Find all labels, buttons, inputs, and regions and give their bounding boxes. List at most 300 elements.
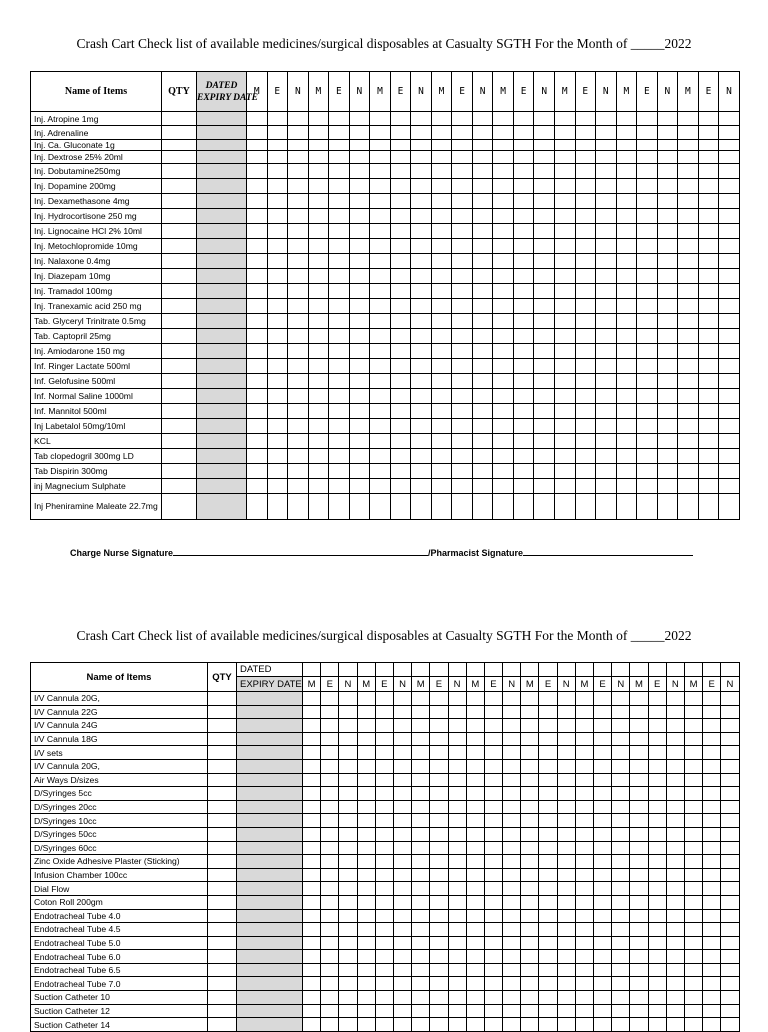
- check-cell[interactable]: [534, 314, 555, 329]
- expiry-cell[interactable]: [237, 787, 303, 801]
- check-cell[interactable]: [596, 404, 617, 419]
- qty-cell[interactable]: [208, 692, 237, 706]
- check-cell[interactable]: [648, 800, 666, 814]
- check-cell[interactable]: [448, 868, 466, 882]
- check-cell[interactable]: [703, 1004, 721, 1018]
- check-cell[interactable]: [493, 374, 514, 389]
- expiry-cell[interactable]: [197, 359, 247, 374]
- check-cell[interactable]: [303, 841, 321, 855]
- check-cell[interactable]: [539, 1004, 557, 1018]
- check-cell[interactable]: [616, 449, 637, 464]
- check-cell[interactable]: [431, 434, 452, 449]
- expiry-cell[interactable]: [237, 855, 303, 869]
- expiry-cell[interactable]: [197, 151, 247, 164]
- check-cell[interactable]: [472, 194, 493, 209]
- check-cell[interactable]: [630, 963, 648, 977]
- check-cell[interactable]: [431, 299, 452, 314]
- check-cell[interactable]: [412, 909, 430, 923]
- check-cell[interactable]: [390, 494, 411, 520]
- check-cell[interactable]: [308, 419, 329, 434]
- check-cell[interactable]: [630, 895, 648, 909]
- check-cell[interactable]: [321, 1004, 339, 1018]
- check-cell[interactable]: [412, 773, 430, 787]
- check-cell[interactable]: [612, 1004, 630, 1018]
- check-cell[interactable]: [554, 239, 575, 254]
- check-cell[interactable]: [308, 494, 329, 520]
- qty-cell[interactable]: [162, 344, 197, 359]
- check-cell[interactable]: [521, 909, 539, 923]
- check-cell[interactable]: [303, 800, 321, 814]
- check-cell[interactable]: [393, 732, 411, 746]
- check-cell[interactable]: [703, 746, 721, 760]
- check-cell[interactable]: [448, 882, 466, 896]
- check-cell[interactable]: [247, 344, 268, 359]
- check-cell[interactable]: [308, 254, 329, 269]
- check-cell[interactable]: [557, 800, 575, 814]
- check-cell[interactable]: [513, 126, 534, 140]
- check-cell[interactable]: [554, 329, 575, 344]
- check-cell[interactable]: [698, 269, 719, 284]
- check-cell[interactable]: [308, 224, 329, 239]
- check-cell[interactable]: [666, 909, 684, 923]
- check-cell[interactable]: [357, 936, 375, 950]
- check-cell[interactable]: [267, 404, 288, 419]
- check-cell[interactable]: [648, 1018, 666, 1032]
- check-cell[interactable]: [375, 719, 393, 733]
- check-cell[interactable]: [375, 746, 393, 760]
- expiry-cell[interactable]: [197, 269, 247, 284]
- check-cell[interactable]: [375, 977, 393, 991]
- check-cell[interactable]: [616, 209, 637, 224]
- check-cell[interactable]: [612, 950, 630, 964]
- check-cell[interactable]: [412, 705, 430, 719]
- check-cell[interactable]: [339, 827, 357, 841]
- check-cell[interactable]: [612, 895, 630, 909]
- check-cell[interactable]: [721, 882, 739, 896]
- check-cell[interactable]: [357, 977, 375, 991]
- check-cell[interactable]: [472, 464, 493, 479]
- check-cell[interactable]: [596, 479, 617, 494]
- check-cell[interactable]: [596, 419, 617, 434]
- check-cell[interactable]: [539, 719, 557, 733]
- check-cell[interactable]: [684, 991, 702, 1005]
- check-cell[interactable]: [430, 963, 448, 977]
- check-cell[interactable]: [698, 419, 719, 434]
- check-cell[interactable]: [308, 239, 329, 254]
- check-cell[interactable]: [247, 151, 268, 164]
- expiry-cell[interactable]: [237, 923, 303, 937]
- check-cell[interactable]: [721, 895, 739, 909]
- check-cell[interactable]: [554, 494, 575, 520]
- check-cell[interactable]: [329, 449, 350, 464]
- check-cell[interactable]: [411, 314, 432, 329]
- check-cell[interactable]: [452, 374, 473, 389]
- check-cell[interactable]: [684, 705, 702, 719]
- check-cell[interactable]: [303, 827, 321, 841]
- check-cell[interactable]: [534, 140, 555, 151]
- check-cell[interactable]: [648, 705, 666, 719]
- check-cell[interactable]: [719, 419, 740, 434]
- check-cell[interactable]: [390, 151, 411, 164]
- expiry-cell[interactable]: [197, 194, 247, 209]
- check-cell[interactable]: [308, 299, 329, 314]
- check-cell[interactable]: [612, 909, 630, 923]
- expiry-cell[interactable]: [237, 692, 303, 706]
- check-cell[interactable]: [431, 389, 452, 404]
- check-cell[interactable]: [267, 389, 288, 404]
- check-cell[interactable]: [303, 773, 321, 787]
- check-cell[interactable]: [431, 374, 452, 389]
- check-cell[interactable]: [303, 705, 321, 719]
- check-cell[interactable]: [370, 314, 391, 329]
- check-cell[interactable]: [370, 254, 391, 269]
- check-cell[interactable]: [288, 194, 309, 209]
- check-cell[interactable]: [612, 1018, 630, 1032]
- check-cell[interactable]: [329, 419, 350, 434]
- check-cell[interactable]: [657, 179, 678, 194]
- check-cell[interactable]: [534, 404, 555, 419]
- check-cell[interactable]: [339, 746, 357, 760]
- check-cell[interactable]: [539, 841, 557, 855]
- check-cell[interactable]: [594, 895, 612, 909]
- check-cell[interactable]: [513, 494, 534, 520]
- check-cell[interactable]: [657, 224, 678, 239]
- check-cell[interactable]: [472, 140, 493, 151]
- check-cell[interactable]: [339, 692, 357, 706]
- check-cell[interactable]: [411, 479, 432, 494]
- check-cell[interactable]: [452, 284, 473, 299]
- check-cell[interactable]: [357, 800, 375, 814]
- check-cell[interactable]: [594, 1004, 612, 1018]
- check-cell[interactable]: [678, 314, 699, 329]
- check-cell[interactable]: [484, 800, 502, 814]
- check-cell[interactable]: [594, 841, 612, 855]
- check-cell[interactable]: [503, 909, 521, 923]
- check-cell[interactable]: [393, 814, 411, 828]
- check-cell[interactable]: [375, 963, 393, 977]
- check-cell[interactable]: [575, 209, 596, 224]
- check-cell[interactable]: [698, 314, 719, 329]
- check-cell[interactable]: [648, 895, 666, 909]
- check-cell[interactable]: [452, 314, 473, 329]
- check-cell[interactable]: [616, 389, 637, 404]
- check-cell[interactable]: [375, 855, 393, 869]
- check-cell[interactable]: [539, 773, 557, 787]
- check-cell[interactable]: [267, 464, 288, 479]
- qty-cell[interactable]: [208, 991, 237, 1005]
- check-cell[interactable]: [472, 314, 493, 329]
- check-cell[interactable]: [575, 732, 593, 746]
- check-cell[interactable]: [472, 419, 493, 434]
- check-cell[interactable]: [370, 329, 391, 344]
- check-cell[interactable]: [452, 239, 473, 254]
- check-cell[interactable]: [431, 254, 452, 269]
- check-cell[interactable]: [630, 746, 648, 760]
- check-cell[interactable]: [575, 977, 593, 991]
- check-cell[interactable]: [534, 464, 555, 479]
- check-cell[interactable]: [503, 963, 521, 977]
- check-cell[interactable]: [575, 479, 596, 494]
- check-cell[interactable]: [472, 329, 493, 344]
- check-cell[interactable]: [393, 719, 411, 733]
- check-cell[interactable]: [594, 827, 612, 841]
- check-cell[interactable]: [534, 434, 555, 449]
- check-cell[interactable]: [329, 179, 350, 194]
- check-cell[interactable]: [466, 814, 484, 828]
- check-cell[interactable]: [594, 1018, 612, 1032]
- check-cell[interactable]: [503, 1004, 521, 1018]
- check-cell[interactable]: [370, 239, 391, 254]
- check-cell[interactable]: [484, 1018, 502, 1032]
- check-cell[interactable]: [390, 419, 411, 434]
- check-cell[interactable]: [503, 732, 521, 746]
- check-cell[interactable]: [247, 419, 268, 434]
- check-cell[interactable]: [321, 936, 339, 950]
- check-cell[interactable]: [534, 389, 555, 404]
- check-cell[interactable]: [678, 284, 699, 299]
- check-cell[interactable]: [678, 344, 699, 359]
- check-cell[interactable]: [521, 787, 539, 801]
- check-cell[interactable]: [698, 194, 719, 209]
- check-cell[interactable]: [684, 773, 702, 787]
- check-cell[interactable]: [612, 936, 630, 950]
- check-cell[interactable]: [575, 254, 596, 269]
- check-cell[interactable]: [534, 479, 555, 494]
- check-cell[interactable]: [247, 126, 268, 140]
- check-cell[interactable]: [596, 254, 617, 269]
- check-cell[interactable]: [390, 239, 411, 254]
- check-cell[interactable]: [430, 759, 448, 773]
- check-cell[interactable]: [430, 882, 448, 896]
- check-cell[interactable]: [721, 759, 739, 773]
- check-cell[interactable]: [303, 814, 321, 828]
- check-cell[interactable]: [594, 977, 612, 991]
- check-cell[interactable]: [657, 239, 678, 254]
- check-cell[interactable]: [513, 112, 534, 126]
- qty-cell[interactable]: [162, 254, 197, 269]
- check-cell[interactable]: [329, 479, 350, 494]
- check-cell[interactable]: [448, 746, 466, 760]
- check-cell[interactable]: [521, 759, 539, 773]
- check-cell[interactable]: [719, 404, 740, 419]
- check-cell[interactable]: [596, 209, 617, 224]
- check-cell[interactable]: [513, 359, 534, 374]
- check-cell[interactable]: [247, 389, 268, 404]
- check-cell[interactable]: [596, 359, 617, 374]
- check-cell[interactable]: [303, 787, 321, 801]
- check-cell[interactable]: [448, 936, 466, 950]
- check-cell[interactable]: [448, 855, 466, 869]
- check-cell[interactable]: [657, 299, 678, 314]
- check-cell[interactable]: [657, 389, 678, 404]
- check-cell[interactable]: [521, 936, 539, 950]
- check-cell[interactable]: [557, 705, 575, 719]
- check-cell[interactable]: [616, 374, 637, 389]
- check-cell[interactable]: [288, 374, 309, 389]
- check-cell[interactable]: [698, 151, 719, 164]
- check-cell[interactable]: [247, 254, 268, 269]
- check-cell[interactable]: [484, 868, 502, 882]
- check-cell[interactable]: [575, 284, 596, 299]
- check-cell[interactable]: [657, 126, 678, 140]
- check-cell[interactable]: [411, 179, 432, 194]
- check-cell[interactable]: [267, 194, 288, 209]
- check-cell[interactable]: [452, 194, 473, 209]
- check-cell[interactable]: [534, 126, 555, 140]
- check-cell[interactable]: [678, 179, 699, 194]
- check-cell[interactable]: [375, 841, 393, 855]
- check-cell[interactable]: [539, 746, 557, 760]
- check-cell[interactable]: [484, 759, 502, 773]
- check-cell[interactable]: [648, 950, 666, 964]
- check-cell[interactable]: [721, 1018, 739, 1032]
- check-cell[interactable]: [684, 1018, 702, 1032]
- check-cell[interactable]: [390, 464, 411, 479]
- qty-cell[interactable]: [162, 464, 197, 479]
- check-cell[interactable]: [719, 359, 740, 374]
- check-cell[interactable]: [357, 882, 375, 896]
- check-cell[interactable]: [684, 895, 702, 909]
- check-cell[interactable]: [329, 494, 350, 520]
- check-cell[interactable]: [411, 126, 432, 140]
- check-cell[interactable]: [612, 719, 630, 733]
- check-cell[interactable]: [411, 239, 432, 254]
- check-cell[interactable]: [657, 464, 678, 479]
- check-cell[interactable]: [484, 882, 502, 896]
- check-cell[interactable]: [596, 269, 617, 284]
- check-cell[interactable]: [247, 164, 268, 179]
- check-cell[interactable]: [308, 140, 329, 151]
- check-cell[interactable]: [616, 224, 637, 239]
- check-cell[interactable]: [493, 254, 514, 269]
- check-cell[interactable]: [493, 112, 514, 126]
- check-cell[interactable]: [534, 374, 555, 389]
- check-cell[interactable]: [390, 374, 411, 389]
- check-cell[interactable]: [616, 404, 637, 419]
- check-cell[interactable]: [630, 827, 648, 841]
- check-cell[interactable]: [375, 923, 393, 937]
- check-cell[interactable]: [684, 800, 702, 814]
- check-cell[interactable]: [657, 209, 678, 224]
- check-cell[interactable]: [393, 800, 411, 814]
- check-cell[interactable]: [575, 494, 596, 520]
- check-cell[interactable]: [288, 254, 309, 269]
- check-cell[interactable]: [247, 329, 268, 344]
- check-cell[interactable]: [466, 841, 484, 855]
- check-cell[interactable]: [357, 705, 375, 719]
- check-cell[interactable]: [594, 787, 612, 801]
- check-cell[interactable]: [349, 209, 370, 224]
- check-cell[interactable]: [721, 705, 739, 719]
- check-cell[interactable]: [637, 464, 658, 479]
- check-cell[interactable]: [412, 895, 430, 909]
- check-cell[interactable]: [472, 254, 493, 269]
- check-cell[interactable]: [357, 746, 375, 760]
- check-cell[interactable]: [612, 991, 630, 1005]
- check-cell[interactable]: [247, 112, 268, 126]
- check-cell[interactable]: [329, 140, 350, 151]
- check-cell[interactable]: [575, 719, 593, 733]
- check-cell[interactable]: [375, 692, 393, 706]
- check-cell[interactable]: [303, 1004, 321, 1018]
- qty-cell[interactable]: [162, 239, 197, 254]
- check-cell[interactable]: [554, 359, 575, 374]
- check-cell[interactable]: [612, 841, 630, 855]
- check-cell[interactable]: [484, 787, 502, 801]
- check-cell[interactable]: [288, 224, 309, 239]
- expiry-cell[interactable]: [197, 389, 247, 404]
- check-cell[interactable]: [308, 479, 329, 494]
- check-cell[interactable]: [321, 827, 339, 841]
- check-cell[interactable]: [303, 895, 321, 909]
- check-cell[interactable]: [393, 977, 411, 991]
- check-cell[interactable]: [247, 449, 268, 464]
- check-cell[interactable]: [575, 936, 593, 950]
- check-cell[interactable]: [390, 112, 411, 126]
- qty-cell[interactable]: [208, 814, 237, 828]
- expiry-cell[interactable]: [237, 800, 303, 814]
- qty-cell[interactable]: [162, 284, 197, 299]
- qty-cell[interactable]: [162, 449, 197, 464]
- check-cell[interactable]: [703, 800, 721, 814]
- check-cell[interactable]: [684, 882, 702, 896]
- check-cell[interactable]: [616, 419, 637, 434]
- check-cell[interactable]: [575, 126, 596, 140]
- check-cell[interactable]: [596, 179, 617, 194]
- check-cell[interactable]: [357, 814, 375, 828]
- check-cell[interactable]: [678, 419, 699, 434]
- check-cell[interactable]: [637, 239, 658, 254]
- check-cell[interactable]: [637, 112, 658, 126]
- check-cell[interactable]: [393, 923, 411, 937]
- check-cell[interactable]: [503, 882, 521, 896]
- check-cell[interactable]: [412, 719, 430, 733]
- check-cell[interactable]: [329, 126, 350, 140]
- check-cell[interactable]: [721, 719, 739, 733]
- check-cell[interactable]: [648, 759, 666, 773]
- check-cell[interactable]: [288, 359, 309, 374]
- check-cell[interactable]: [648, 732, 666, 746]
- check-cell[interactable]: [303, 1018, 321, 1032]
- check-cell[interactable]: [370, 269, 391, 284]
- check-cell[interactable]: [554, 224, 575, 239]
- check-cell[interactable]: [412, 759, 430, 773]
- check-cell[interactable]: [431, 269, 452, 284]
- check-cell[interactable]: [594, 868, 612, 882]
- check-cell[interactable]: [411, 404, 432, 419]
- check-cell[interactable]: [390, 224, 411, 239]
- check-cell[interactable]: [466, 895, 484, 909]
- check-cell[interactable]: [452, 140, 473, 151]
- check-cell[interactable]: [557, 868, 575, 882]
- check-cell[interactable]: [472, 389, 493, 404]
- check-cell[interactable]: [678, 164, 699, 179]
- check-cell[interactable]: [719, 269, 740, 284]
- check-cell[interactable]: [370, 140, 391, 151]
- check-cell[interactable]: [521, 895, 539, 909]
- check-cell[interactable]: [703, 732, 721, 746]
- check-cell[interactable]: [666, 841, 684, 855]
- check-cell[interactable]: [393, 950, 411, 964]
- check-cell[interactable]: [412, 746, 430, 760]
- check-cell[interactable]: [430, 827, 448, 841]
- check-cell[interactable]: [596, 374, 617, 389]
- check-cell[interactable]: [472, 239, 493, 254]
- check-cell[interactable]: [513, 254, 534, 269]
- check-cell[interactable]: [513, 374, 534, 389]
- check-cell[interactable]: [349, 404, 370, 419]
- check-cell[interactable]: [493, 179, 514, 194]
